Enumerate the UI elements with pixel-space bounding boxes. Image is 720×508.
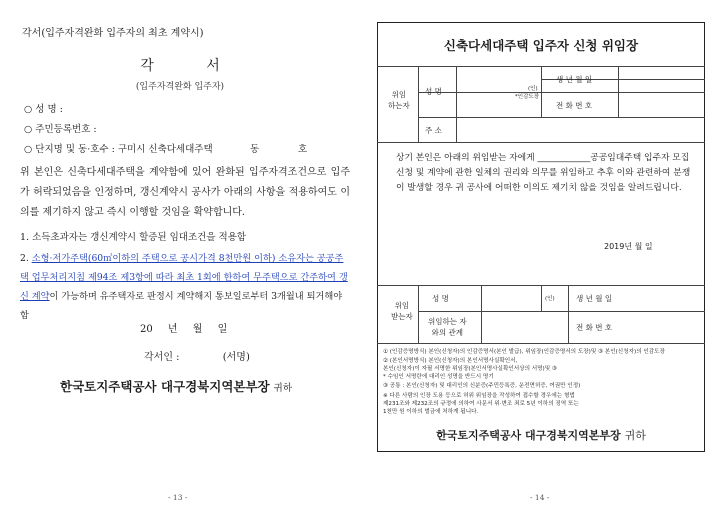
note-line: ③ 공통 : 본인(신청자) 및 대리인의 신분증(주민등록증, 운전면허증, 여권만 인정) <box>383 383 581 389</box>
pledge-recipient-org <box>60 377 292 395</box>
ho-label: 호 <box>298 144 308 155</box>
delegator-seal: (인) <box>528 86 538 92</box>
poa-title: 신축다세대주택 입주자 신청 위임장 <box>443 38 639 53</box>
signature-mark: (서명) <box>222 352 250 363</box>
poa-recipient-org <box>377 427 705 443</box>
delegator-birth-label: 생 년 월 일 <box>556 75 593 84</box>
table-line <box>418 66 419 142</box>
note-line: 본인(신청자)이 자필 서명한 위임장(본인서명사실확인서상의 서명)및 ③ <box>383 366 557 372</box>
table-line <box>541 285 542 311</box>
delegate-name-label: 성 명 <box>432 294 449 303</box>
delegate-seal: (인) <box>545 296 555 302</box>
table-line <box>418 92 705 93</box>
delegate-label: 위임 받는자 <box>391 301 413 321</box>
table-line <box>456 66 457 142</box>
dong-label: 동 <box>250 144 260 155</box>
unit-field <box>24 141 213 155</box>
seal-note: *인감도장 <box>515 94 540 100</box>
item2-prefix: 2. <box>20 253 32 264</box>
poa-date-line: 2019년 월 일 <box>604 242 653 251</box>
delegator-phone-label: 전 화 번 호 <box>556 101 593 110</box>
resident-number-field: ○ 주민등록번호 : <box>24 124 97 135</box>
note-line: 1천만 원 이하의 벌금에 처하게 됩니다. <box>383 409 479 415</box>
pledge-subtitle: (입주자격완화 입주자) <box>135 82 225 92</box>
table-line <box>481 285 482 343</box>
table-line <box>541 66 542 117</box>
poa-statement: 상기 본인은 아래의 위임받는 자에게 ____________공공임대주택 입주자 모집 신청 및 계약에 관한 일체의 권리와 의무를 위임하고 추후 이와 관련하여 분쟁이 발생할 경우 귀 공사에 어떠한 이의도 제기치 않을 것임을 알려드립니다. <box>396 153 691 193</box>
table-line <box>377 142 705 143</box>
poa-org-name: 한국토지주택공사 대구경북지역본부장 <box>436 429 621 442</box>
table-line <box>618 66 619 117</box>
note-line: ※ 다른 사람의 인장 도용 등으로 허위 위임장을 작성하여 접수할 경우에는 형법 <box>383 393 575 399</box>
poa-org-honorific: 귀하 <box>624 429 646 442</box>
left-page-number: - 13 - <box>168 493 188 502</box>
name-field: ○ 성 명 : <box>24 104 63 115</box>
note-line: ① (인감증명방식) 본인(신청자)의 인감증명서(본인 발급), 위임장(인감증명서의 도장)및 ③ 본인(신청자)의 인감도장 <box>383 349 665 355</box>
delegator-address-label: 주 소 <box>425 126 442 135</box>
item2-rest-text: 이 가능하며 유주택자로 판정시 계약해지 통보일로부터 3개월내 퇴거해야 함 <box>20 291 343 321</box>
note-line: ② (본인서명방식) 본인(신청자)의 본인서명사실확인서, <box>383 358 518 364</box>
table-line <box>568 285 569 343</box>
pledge-date-line: 20 년 월 일 <box>140 324 228 335</box>
unit-label: ○ 단지명 및 동·호수 : 구미시 신축다세대주택 <box>24 144 213 155</box>
delegate-phone-label: 전 화 번 호 <box>576 323 613 332</box>
pledge-paragraph: 위 본인은 신축다세대주택을 계약함에 있어 완화된 입주자격조건으로 입주가 허락되었음을 인정하며, 갱신계약시 공사가 아래의 사항을 적용하여도 이의를 제기하지 않고 즉시 이행할 것임을 확약합니다. <box>20 167 350 218</box>
table-line <box>418 117 705 118</box>
pledge-item-1: 1. 소득초과자는 갱신계약시 할증된 임대조건을 적용함 <box>20 232 247 243</box>
pledge-item-2 <box>20 249 350 325</box>
pledge-title: 각 서 <box>140 58 244 74</box>
pledge-header-note: 각서(입주자격완화 입주자의 최초 계약시) <box>22 28 204 39</box>
right-page-number: - 14 - <box>530 493 550 502</box>
org-honorific: 귀하 <box>273 383 292 394</box>
signer-label: 각서인 : <box>144 352 180 363</box>
item2-underlined-text: 소형·저가주택(60㎡이하의 주택으로 공시가격 8천만원 이하) 소유자는 공공주택 업무처리지침 제94조 제3항에 따라 최초 1회에 한하여 무주택으로 간주하여 갱신 계약 <box>20 253 348 302</box>
table-line <box>418 311 705 312</box>
delegator-label: 위임 하는자 <box>388 90 410 110</box>
pledge-signature-line <box>144 348 250 363</box>
note-line: 제231조와 제232조의 규정에 의하여 사문서 위·변조 죄로 5년 이하의 징역 또는 <box>383 401 579 407</box>
relation-label: 위임하는 자 와의 관계 <box>428 317 467 337</box>
table-line <box>377 343 705 344</box>
delegate-birth-label: 생 년 월 일 <box>576 294 613 303</box>
org-name: 한국토지주택공사 대구경북지역본부장 <box>60 379 270 394</box>
delegator-name-label: 성 명 <box>425 87 442 96</box>
note-line: * 수임인 서명란에 대리인 성명을 반드시 명기 <box>383 374 494 380</box>
table-line <box>418 285 419 343</box>
